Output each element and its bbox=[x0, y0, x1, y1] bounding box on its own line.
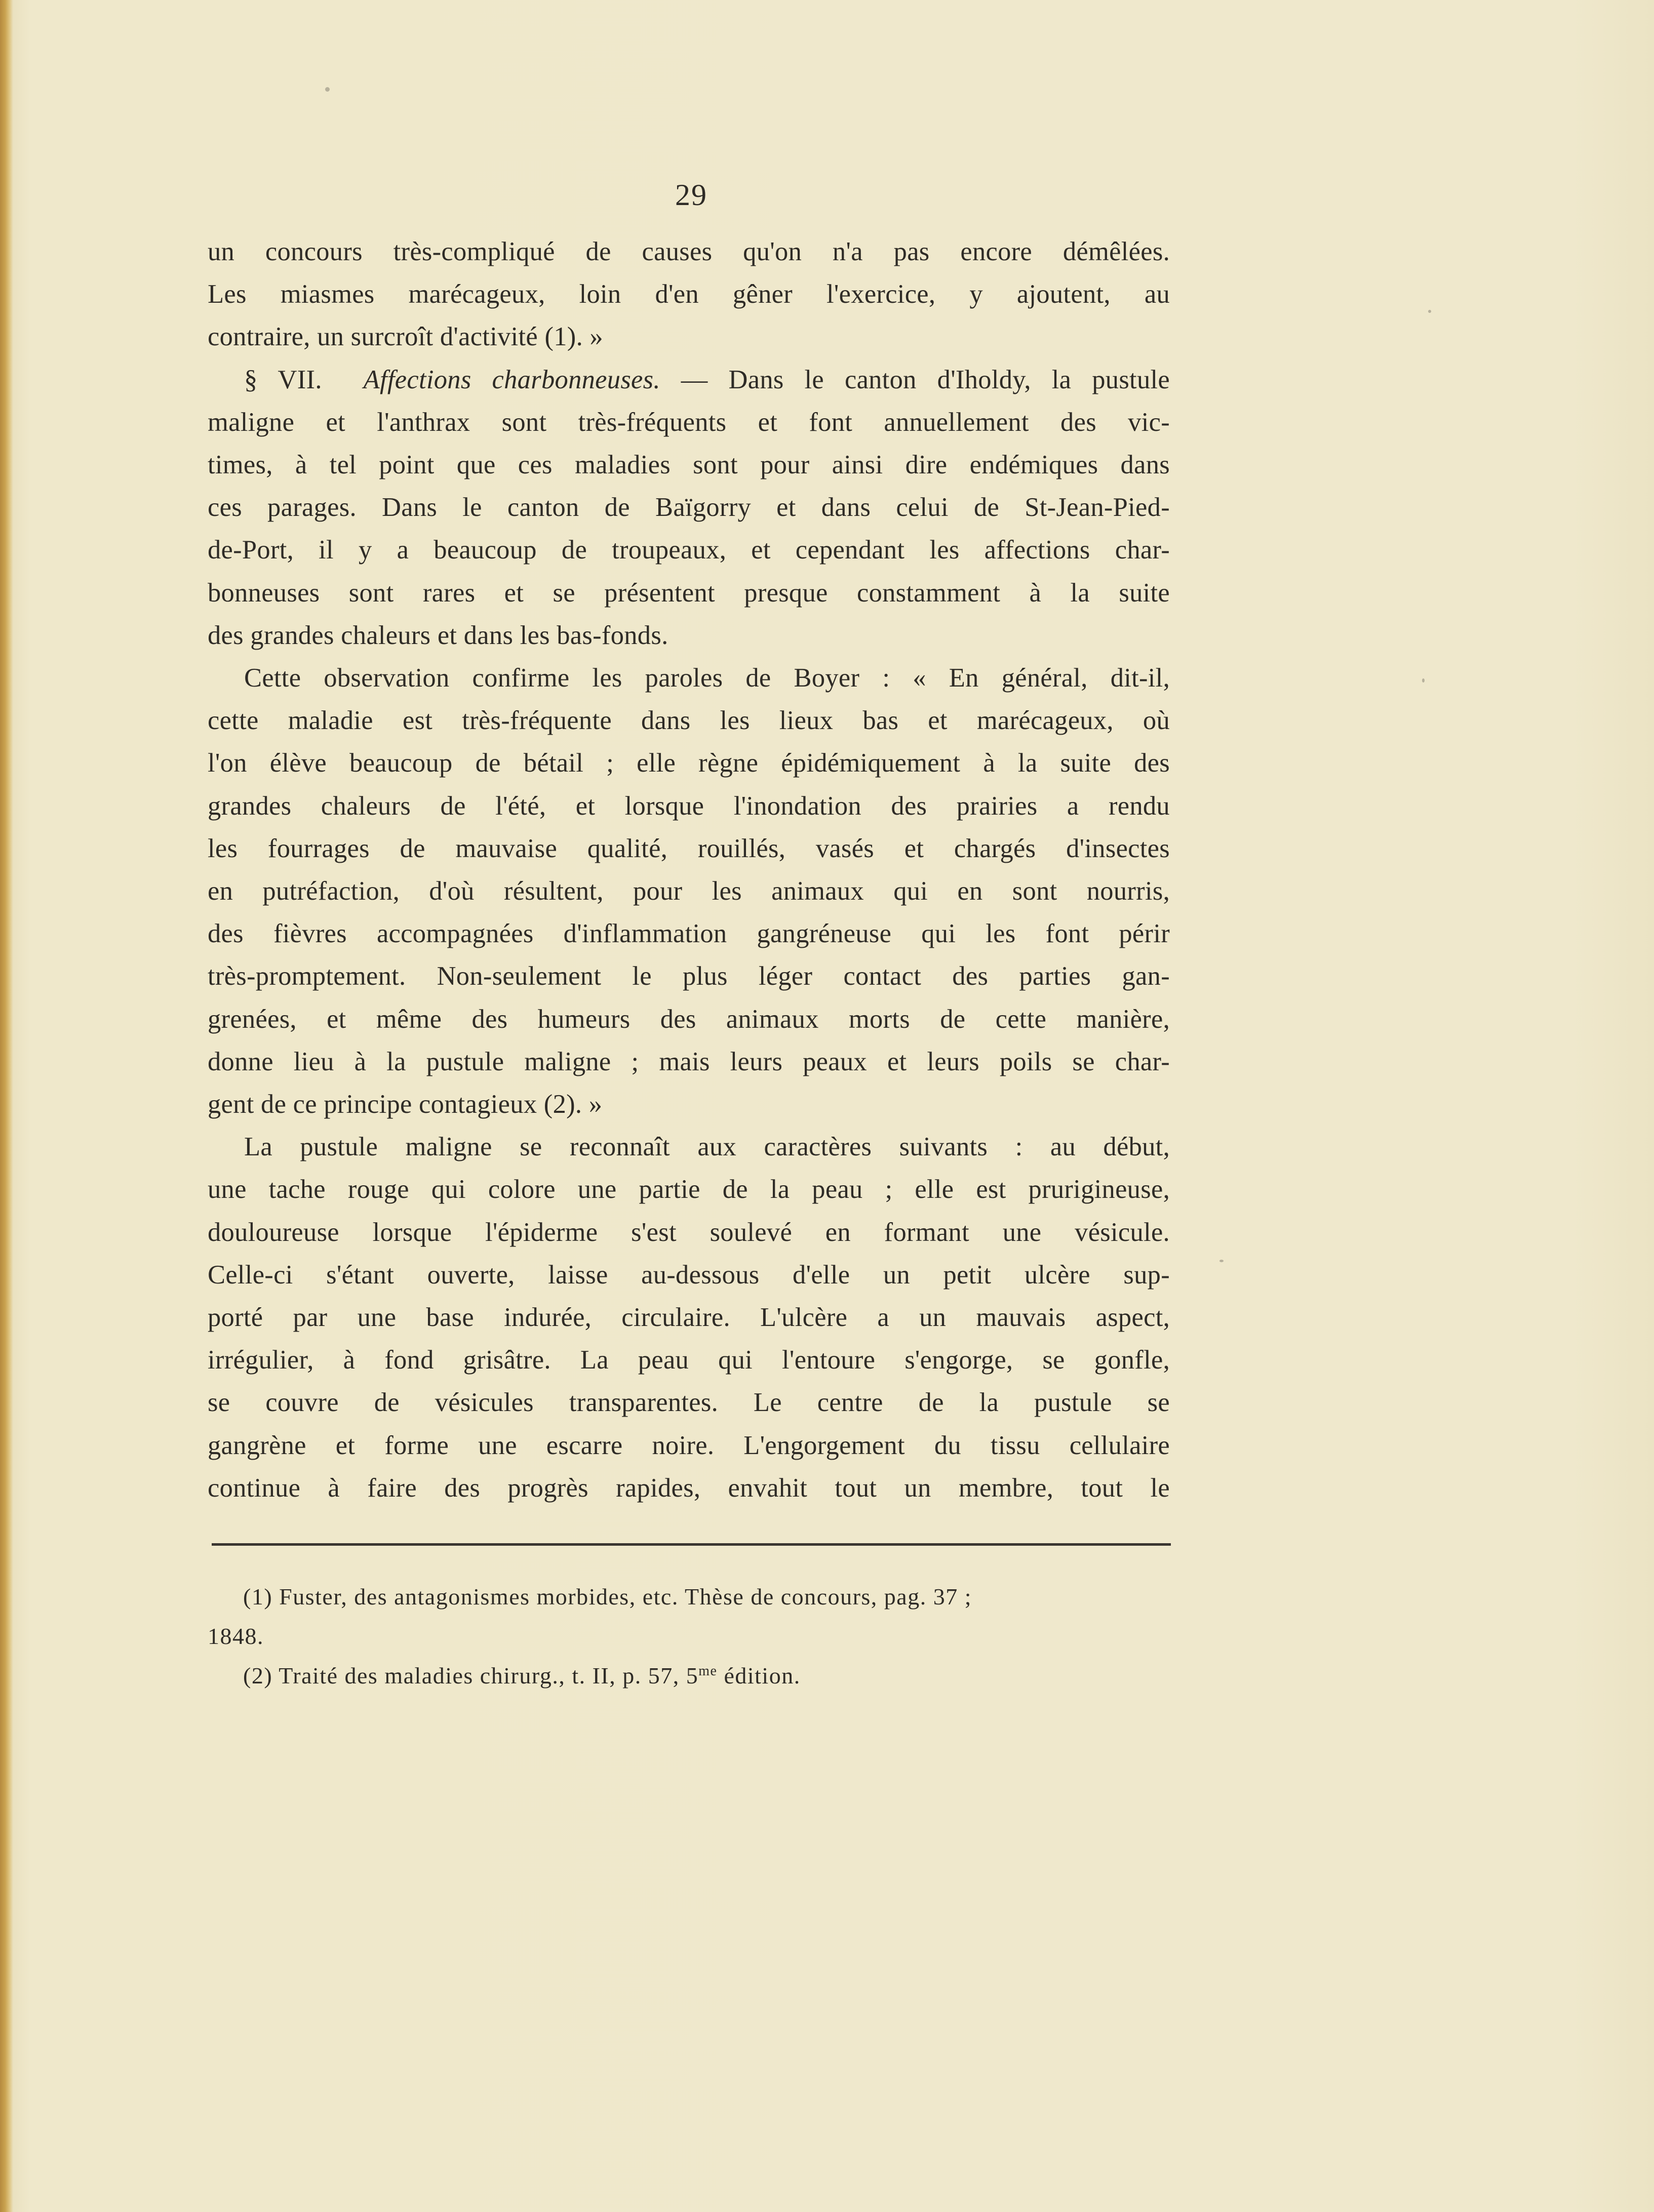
text-line: contraire, un surcroît d'activité (1). » bbox=[208, 322, 603, 352]
text-line: de-Port, il y a beaucoup de troupeaux, et cependant les affections char- bbox=[208, 535, 1170, 565]
paper-speck bbox=[1422, 678, 1425, 682]
text-line: gent de ce principe contagieux (2). » bbox=[208, 1090, 603, 1119]
footnote-2-text: (2) Traité des maladies chirurg., t. II, p. 57, 5 bbox=[243, 1663, 699, 1688]
text-line: les fourrages de mauvaise qualité, rouillés, vasés et chargés d'insectes bbox=[208, 833, 1170, 863]
footnote-2-end: édition. bbox=[717, 1663, 801, 1688]
paragraph-continuation bbox=[208, 230, 1170, 358]
text-line: maligne et l'anthrax sont très-fréquents et font annuellement des vic- bbox=[208, 407, 1170, 437]
section-number: § VII. bbox=[244, 365, 322, 394]
text-line: un concours très-compliqué de causes qu'on n'a pas encore démêlées. bbox=[208, 237, 1170, 266]
text-line: irrégulier, à fond grisâtre. La peau qui l'entoure s'engorge, se gonfle, bbox=[208, 1345, 1170, 1375]
text-line: continue à faire des progrès rapides, envahit tout un membre, tout le bbox=[208, 1473, 1170, 1503]
paper-speck bbox=[1428, 310, 1431, 313]
text-line: l'on élève beaucoup de bétail ; elle règne épidémiquement à la suite des bbox=[208, 748, 1170, 778]
text-line: des grandes chaleurs et dans les bas-fonds. bbox=[208, 620, 668, 650]
text-line: Les miasmes marécageux, loin d'en gêner l'exercice, y ajoutent, au bbox=[208, 279, 1170, 309]
text-line: se couvre de vésicules transparentes. Le centre de la pustule se bbox=[208, 1388, 1170, 1418]
text-line: cette maladie est très-fréquente dans les lieux bas et marécageux, où bbox=[208, 706, 1170, 736]
text-line: times, à tel point que ces maladies sont pour ainsi dire endémiques dans bbox=[208, 450, 1170, 480]
text-line: en putréfaction, d'où résultent, pour les animaux qui en sont nourris, bbox=[208, 876, 1170, 906]
text-line: ces parages. Dans le canton de Baïgorry et dans celui de St-Jean-Pied- bbox=[208, 493, 1170, 522]
text-line: très-promptement. Non-seulement le plus léger contact des parties gan- bbox=[208, 961, 1170, 991]
text-line: bonneuses sont rares et se présentent presque constamment à la suite bbox=[208, 578, 1170, 608]
body-text bbox=[208, 230, 1170, 1509]
text-line: La pustule maligne se reconnaît aux caractères suivants : au début, bbox=[244, 1132, 1170, 1162]
text-line: Cette observation confirme les paroles de Boyer : « En général, dit-il, bbox=[244, 663, 1170, 693]
text-line: grandes chaleurs de l'été, et lorsque l'inondation des prairies a rendu bbox=[208, 791, 1170, 821]
paper-speck bbox=[1219, 1260, 1224, 1262]
footnote-2-superscript: me bbox=[698, 1663, 718, 1679]
paragraph-section-vii bbox=[208, 358, 1170, 657]
text-line: — Dans le canton d'Iholdy, la pustule bbox=[681, 365, 1170, 394]
footnote-divider bbox=[212, 1543, 1171, 1546]
footnote-1-line-1: (1) Fuster, des antagonismes morbides, etc. Thèse de concours, pag. 37 ; bbox=[243, 1584, 972, 1610]
section-title: Affections charbonneuses. bbox=[363, 365, 660, 394]
text-line: une tache rouge qui colore une partie de la peau ; elle est prurigineuse, bbox=[208, 1175, 1170, 1204]
text-line: des fièvres accompagnées d'inflammation gangréneuse qui les font périr bbox=[208, 919, 1170, 949]
footnote-1-line-2: 1848. bbox=[208, 1623, 264, 1649]
section-heading-line bbox=[208, 358, 1170, 401]
paragraph-boyer-quote bbox=[208, 657, 1170, 1125]
page-number: 29 bbox=[675, 178, 707, 212]
paragraph-pustule-description bbox=[208, 1125, 1170, 1509]
page-binding-edge bbox=[0, 0, 13, 2212]
footnote-2 bbox=[208, 1656, 1170, 1696]
text-line: grenées, et même des humeurs des animaux morts de cette manière, bbox=[208, 1004, 1170, 1034]
text-line: douloureuse lorsque l'épiderme s'est soulevé en formant une vésicule. bbox=[208, 1217, 1170, 1247]
text-line: gangrène et forme une escarre noire. L'engorgement du tissu cellulaire bbox=[208, 1430, 1170, 1460]
text-line: donne lieu à la pustule maligne ; mais leurs peaux et leurs poils se char- bbox=[208, 1047, 1170, 1076]
paper-speck bbox=[325, 87, 330, 92]
footnotes bbox=[208, 1577, 1170, 1696]
text-line: porté par une base indurée, circulaire. L'ulcère a un mauvais aspect, bbox=[208, 1303, 1170, 1333]
text-line: Celle-ci s'étant ouverte, laisse au-dessous d'elle un petit ulcère sup- bbox=[208, 1260, 1170, 1290]
